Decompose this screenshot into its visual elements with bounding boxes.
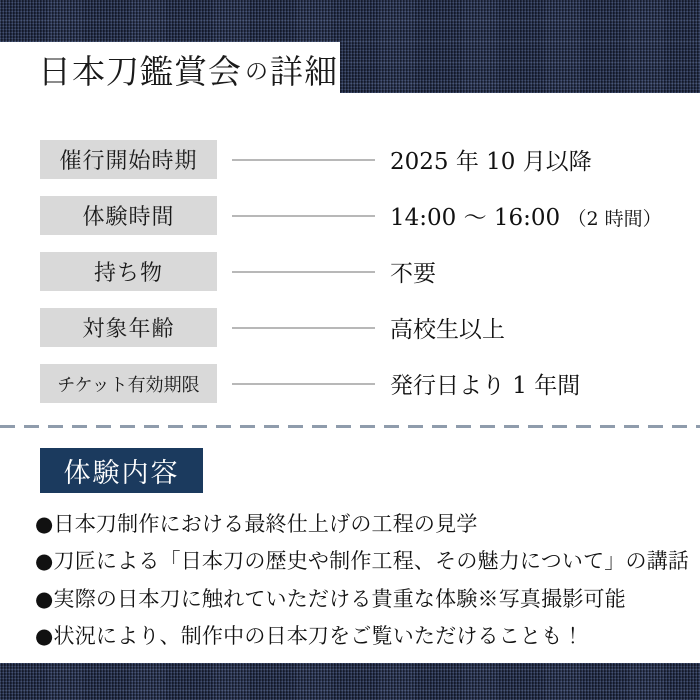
detail-label-belongings: 持ち物 — [40, 252, 217, 291]
connector-line — [232, 327, 375, 329]
page-title-particle: の — [245, 58, 268, 85]
detail-value-target-age: 高校生以上 — [390, 317, 505, 343]
detail-value-duration-time: 14:00 ～ 16:00 — [390, 205, 561, 231]
detail-row-target-age — [40, 308, 662, 347]
connector-line — [232, 215, 375, 217]
detail-row-duration — [40, 196, 662, 235]
experience-bullet-list — [35, 506, 695, 656]
detail-value-duration-note: （2 時間） — [567, 208, 662, 230]
connector-line — [232, 159, 375, 161]
detail-value-duration — [390, 199, 662, 232]
experience-item-final-finishing-tour: ●日本刀制作における最終仕上げの工程の見学 — [35, 512, 478, 536]
detail-value-start-period: 2025 年 10 月以降 — [390, 149, 592, 175]
detail-row-ticket-expiry — [40, 364, 662, 403]
event-details-list — [40, 140, 662, 403]
detail-value-ticket-expiry: 発行日より 1 年間 — [390, 373, 581, 399]
page-title-main: 日本刀鑑賞会 — [38, 51, 242, 91]
detail-row-start-period — [40, 140, 662, 179]
detail-label-start-period: 催行開始時期 — [40, 140, 217, 179]
connector-line — [232, 271, 375, 273]
page-title-sub: 詳細 — [270, 51, 338, 91]
dashed-divider — [0, 425, 700, 428]
detail-row-belongings — [40, 252, 662, 291]
experience-item-touch-real-sword: ●実際の日本刀に触れていただける貴重な体験※写真撮影可能 — [35, 586, 626, 611]
connector-line — [232, 383, 375, 385]
detail-label-duration: 体験時間 — [40, 196, 217, 235]
detail-label-ticket-expiry: チケット有効期限 — [40, 364, 217, 403]
detail-label-target-age: 対象年齢 — [40, 308, 217, 347]
page-title — [0, 42, 340, 96]
experience-item-view-sword-in-progress: ●状況により、制作中の日本刀をご覧いただけることも！ — [35, 624, 584, 649]
experience-item-swordsmith-lecture: ●刀匠による「日本刀の歴史や制作工程、その魅力について」の講話 — [35, 549, 690, 574]
denim-texture-bottom-band — [0, 663, 700, 700]
section-heading-experience: 体験内容 — [40, 448, 203, 493]
detail-value-belongings: 不要 — [390, 261, 436, 287]
